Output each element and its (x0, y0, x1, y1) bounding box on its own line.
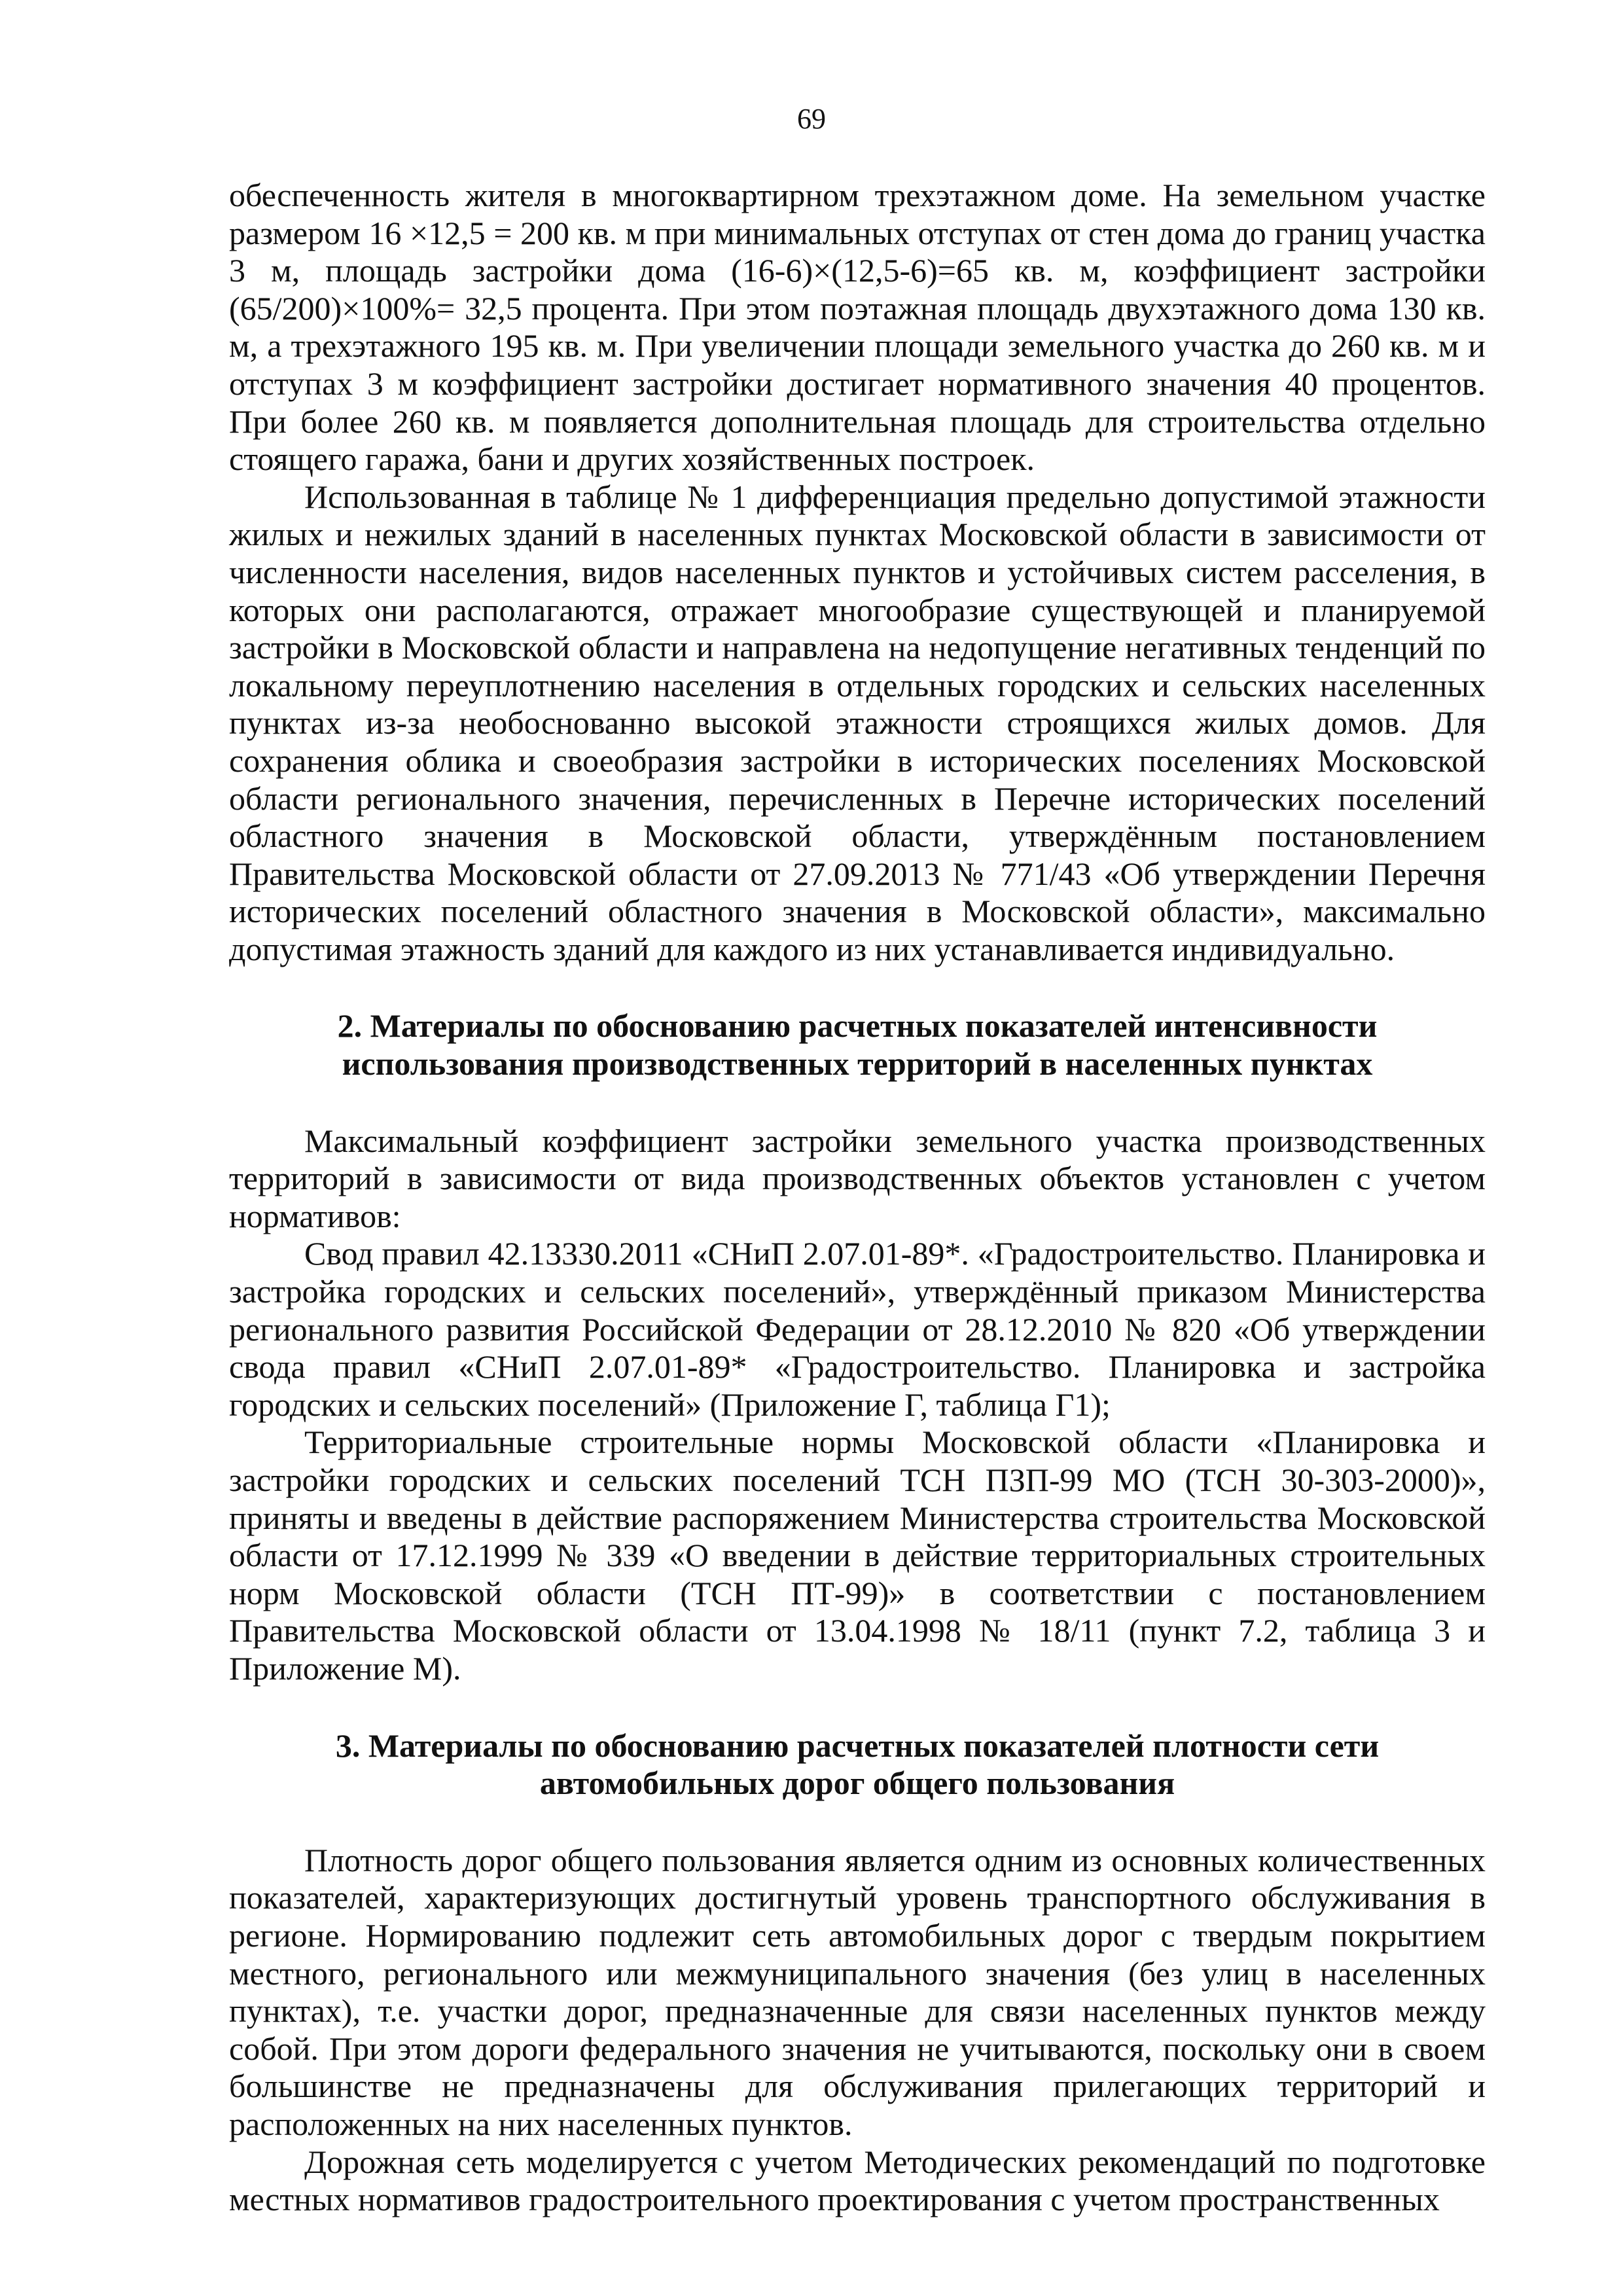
document-body (229, 177, 1486, 2219)
section-3-heading (229, 1727, 1486, 1803)
section-3-paragraph-2: Дорожная сеть моделируется с учетом Методических рекомендаций по подготовке местных нормативов градостроительного проектирования с учетом пространственных (229, 2143, 1486, 2218)
section-2-heading (229, 1007, 1486, 1083)
page-number: 69 (797, 103, 826, 135)
section-2-paragraph-3: Территориальные строительные нормы Московской области «Планировка и застройки городских и сельских поселений ТСН ПЗП-99 МО (ТСН 30-303-2000)», приняты и введены в действие распоряжением Министерства строительства Московской области от 17.12.1999 № 339 «О введении в действие территориальных строительных норм Московской области (ТСН ПТ-99)» в соответствии с постановлением Правительства Московской области от 13.04.1998 № 18/11 (пункт 7.2, таблица 3 и Приложение М). (229, 1424, 1486, 1687)
section-2-paragraph-2: Свод правил 42.13330.2011 «СНиП 2.07.01-89*. «Градостроительство. Планировка и застройка городских и сельских поселений», утверждённый приказом Министерства регионального развития Российской Федерации от 28.12.2010 № 820 «Об утверждении свода правил «СНиП 2.07.01-89* «Градостроительство. Планировка и застройка городских и сельских поселений» (Приложение Г, таблица Г1); (229, 1235, 1486, 1423)
section-3-paragraph-1: Плотность дорог общего пользования является одним из основных количественных показателей, характеризующих достигнутый уровень транспортного обслуживания в регионе. Нормированию подлежит сеть автомобильных дорог с твердым покрытием местного, регионального или межмуниципального значения (без улиц в населенных пунктах), т.е. участки дорог, предназначенные для связи населенных пунктов между собой. При этом дороги федерального значения не учитываются, поскольку они в своем большинстве не предназначены для обслуживания прилегающих территорий и расположенных на них населенных пунктов. (229, 1841, 1486, 2142)
section-2-paragraph-1: Максимальный коэффициент застройки земельного участка производственных территорий в зависимости от вида производственных объектов установлен с учетом нормативов: (229, 1122, 1486, 1234)
paragraph-intro-continuation: обеспеченность жителя в многоквартирном трехэтажном доме. На земельном участке размером 16 ×12,5 = 200 кв. м при минимальных отступах от стен дома до границ участка 3 м, площадь застройки дома (16-6)×(12,5-6)=65 кв. м, коэффициент застройки (65/200)×100%= 32,5 процента. При этом поэтажная площадь двухэтажного дома 130 кв. м, а трехэтажного 195 кв. м. При увеличении площади земельного участка до 260 кв. м и отступах 3 м коэффициент застройки достигает нормативного значения 40 процентов. При более 260 кв. м появляется дополнительная площадь для строительства отдельно стоящего гаража, бани и других хозяйственных построек. (229, 177, 1486, 478)
section-3-heading-line-1: 3. Материалы по обоснованию расчетных показателей плотности сети (335, 1727, 1380, 1764)
section-3-heading-line-2: автомобильных дорог общего пользования (539, 1765, 1175, 1802)
section-2-heading-line-2: использования производственных территорий в населенных пунктах (342, 1045, 1373, 1083)
section-2-heading-line-1: 2. Материалы по обоснованию расчетных показателей интенсивности (337, 1007, 1378, 1045)
paragraph-storey-differentiation: Использованная в таблице № 1 дифференциация предельно допустимой этажности жилых и нежилых зданий в населенных пунктах Московской области в зависимости от численности населения, видов населенных пунктов и устойчивых систем расселения, в которых они располагаются, отражает многообразие существующей и планируемой застройки в Московской области и направлена на недопущение негативных тенденций по локальному переуплотнению населения в отдельных городских и сельских населенных пунктах из-за необоснованно высокой этажности строящихся жилых домов. Для сохранения облика и своеобразия застройки в исторических поселениях Московской области регионального значения, перечисленных в Перечне исторических поселений областного значения в Московской области, утверждённым постановлением Правительства Московской области от 27.09.2013 № 771/43 «Об утверждении Перечня исторических поселений областного значения в Московской области», максимально допустимая этажность зданий для каждого из них устанавливается индивидуально. (229, 478, 1486, 967)
